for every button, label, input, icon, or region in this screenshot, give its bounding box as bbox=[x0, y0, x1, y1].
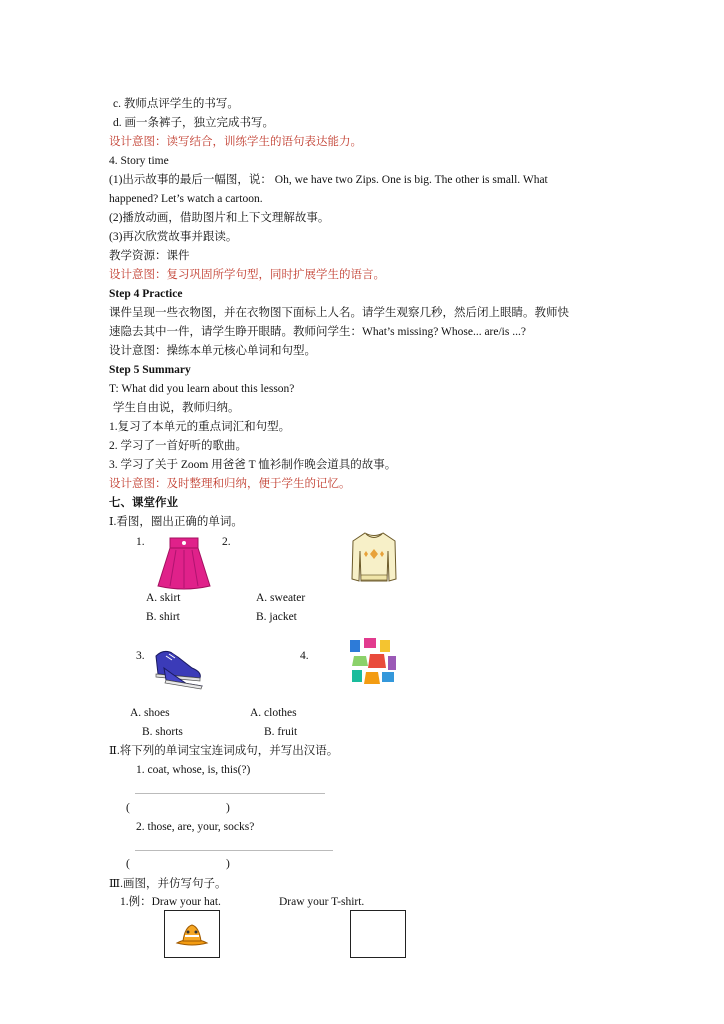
paren-open: ( bbox=[126, 802, 130, 814]
section-heading: 七、课堂作业 bbox=[109, 497, 178, 509]
text-line: c. 教师点评学生的书写。 bbox=[113, 98, 239, 110]
shoes-image bbox=[152, 644, 208, 694]
text-line: (3)再次欣赏故事并跟读。 bbox=[109, 231, 238, 243]
text-line: 速隐去其中一件，请学生睁开眼睛。教师问学生：What’s missing? Whose... are/is ...? bbox=[109, 326, 526, 338]
skirt-image bbox=[154, 536, 214, 592]
step-heading: Step 4 Practice bbox=[109, 288, 183, 300]
example-text: 1.例：Draw your hat. bbox=[120, 896, 221, 908]
text-line: 3. 学习了关于 Zoom 用爸爸 T 恤衫制作晚会道具的故事。 bbox=[109, 459, 397, 471]
option-text: B. shorts bbox=[142, 726, 183, 738]
question-number: 2. bbox=[222, 536, 231, 548]
exercise-title: Ⅰ.看图，圈出正确的单词。 bbox=[109, 516, 243, 528]
design-intent-line: 设计意图：读写结合，训练学生的语句表达能力。 bbox=[109, 136, 362, 148]
sentence-prompt: 1. coat, whose, is, this(?) bbox=[136, 764, 251, 776]
example-drawing-box bbox=[164, 910, 220, 958]
question-number: 4. bbox=[300, 650, 309, 662]
design-intent-line: 设计意图：复习巩固所学句型，同时扩展学生的语言。 bbox=[109, 269, 385, 281]
text-line: happened? Let’s watch a cartoon. bbox=[109, 193, 263, 205]
text-line: T: What did you learn about this lesson? bbox=[109, 383, 295, 395]
option-text: B. jacket bbox=[256, 611, 297, 623]
question-number: 1. bbox=[136, 536, 145, 548]
text-line: 课件呈现一些衣物图，并在衣物图下面标上人名。请学生观察几秒，然后闭上眼睛。教师快 bbox=[109, 307, 569, 319]
drawing-answer-box[interactable] bbox=[350, 910, 406, 958]
exercise-title: Ⅲ.画图，并仿写句子。 bbox=[109, 878, 227, 890]
step-heading: Step 5 Summary bbox=[109, 364, 191, 376]
option-text: A. skirt bbox=[146, 592, 181, 604]
option-text: A. shoes bbox=[130, 707, 170, 719]
question-number: 3. bbox=[136, 650, 145, 662]
text-line: (1)出示故事的最后一幅图，说： Oh, we have two Zips. One is big. The other is small. What bbox=[109, 174, 548, 186]
section-heading: 4. Story time bbox=[109, 155, 169, 167]
text-line: 1.复习了本单元的重点词汇和句型。 bbox=[109, 421, 291, 433]
option-text: B. shirt bbox=[146, 611, 180, 623]
paren-close: ) bbox=[226, 802, 230, 814]
answer-line[interactable] bbox=[135, 850, 333, 851]
option-text: A. clothes bbox=[250, 707, 297, 719]
hat-image bbox=[175, 921, 209, 947]
text-line: d. 画一条裤子，独立完成书写。 bbox=[113, 117, 274, 129]
text-line: 2. 学习了一首好听的歌曲。 bbox=[109, 440, 247, 452]
exercise-title: Ⅱ.将下列的单词宝宝连词成句，并写出汉语。 bbox=[109, 745, 339, 757]
paren-close: ) bbox=[226, 858, 230, 870]
clothes-image bbox=[348, 636, 398, 686]
prompt-text: Draw your T-shirt. bbox=[279, 896, 365, 908]
text-line: 设计意图：操练本单元核心单词和句型。 bbox=[109, 345, 316, 357]
design-intent-line: 设计意图：及时整理和归纳，便于学生的记忆。 bbox=[109, 478, 351, 490]
text-line: 学生自由说，教师归纳。 bbox=[113, 402, 240, 414]
text-line: (2)播放动画，借助图片和上下文理解故事。 bbox=[109, 212, 330, 224]
option-text: A. sweater bbox=[256, 592, 306, 604]
answer-line[interactable] bbox=[135, 793, 325, 794]
sweater-image bbox=[349, 529, 399, 585]
sentence-prompt: 2. those, are, your, socks? bbox=[136, 821, 255, 833]
paren-open: ( bbox=[126, 858, 130, 870]
option-text: B. fruit bbox=[264, 726, 298, 738]
text-line: 教学资源：课件 bbox=[109, 250, 190, 262]
